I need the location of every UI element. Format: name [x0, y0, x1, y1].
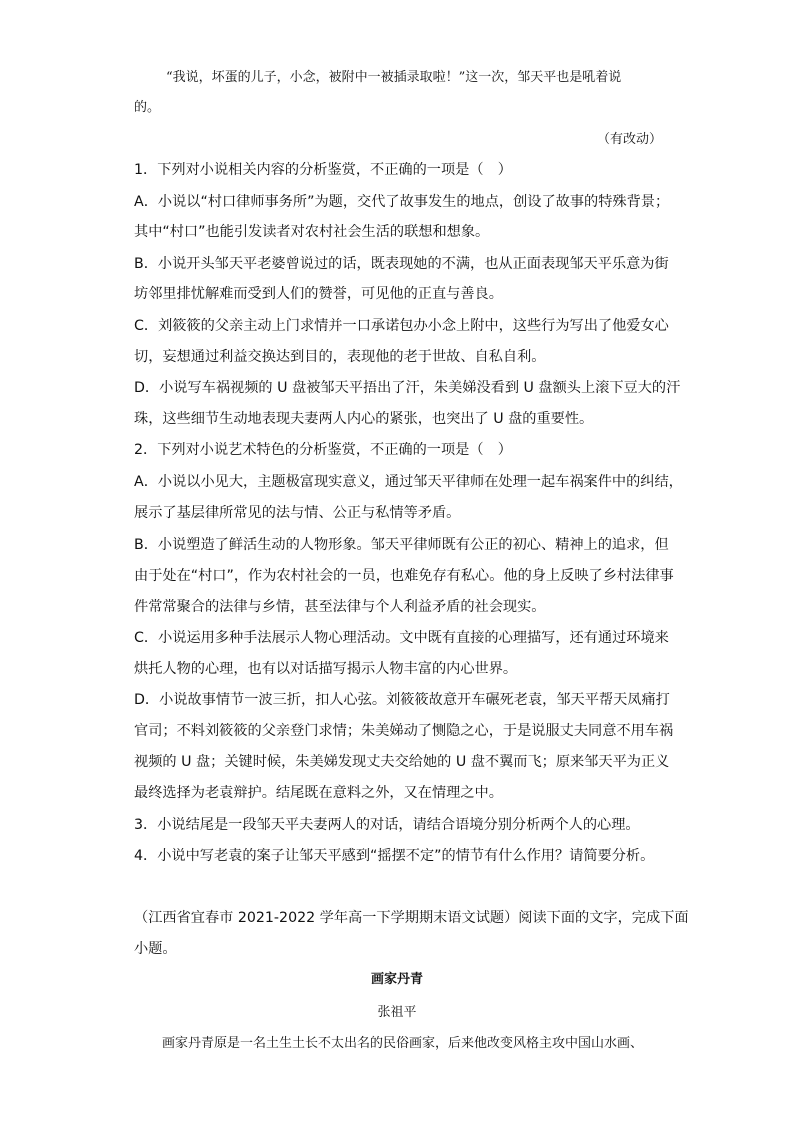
- question-2-option-c: C．小说运用多种手法展示人物心理活动。文中既有直接的心理描写，还有通过环境来: [134, 630, 669, 646]
- question-1-option-c-cont: 切，妄想通过利益交换达到目的，表现他的老于世故、自私自利。: [134, 349, 546, 365]
- question-1-option-b-cont: 坊邻里排忧解难而受到人们的赞誉，可见他的正直与善良。: [134, 286, 503, 302]
- section-intro: （江西省宜春市 2021-2022 学年高一下学期期末语文试题）阅读下面的文字，完成下面: [134, 910, 689, 926]
- question-1-option-d: D．小说写车祸视频的 U 盘被邹天平捂出了汗，朱美娣没看到 U 盘额头上滚下豆大的汗: [134, 380, 681, 396]
- article-body-line: 画家丹青原是一名土生土长不太出名的民俗画家，后来他改变风格主攻中国山水画、: [162, 1036, 644, 1051]
- question-1-option-a-cont: 其中“村口”也能引发读者对农村社会生活的联想和想象。: [134, 224, 490, 240]
- question-1-option-a: A．小说以“村口律师事务所”为题，交代了故事发生的地点，创设了故事的特殊背景；: [134, 194, 670, 210]
- question-2-option-b-cont: 件常常聚合的法律与乡情，甚至法律与个人利益矛盾的社会现实。: [134, 599, 546, 615]
- passage-paragraph-line: 的。: [134, 100, 161, 115]
- question-2-option-b-cont: 由于处在“村口”，作为农村社会的一员，也难免存有私心。他的身上反映了乡村法律事: [134, 568, 674, 584]
- question-2-option-a: A．小说以小见大，主题极富现实意义，通过邹天平律师在处理一起车祸案件中的纠结，: [134, 474, 683, 490]
- passage-paragraph-line: “我说，坏蛋的儿子，小念，被附中一被插录取啦！”这一次，邹天平也是吼着说: [166, 70, 622, 85]
- question-2-option-b: B．小说塑造了鲜活生动的人物形象。邹天平律师既有公正的初心、精神上的追求，但: [134, 537, 669, 553]
- article-author: 张祖平: [377, 1005, 417, 1020]
- question-2-option-c-cont: 烘托人物的心理，也有以对话描写揭示人物丰富的内心世界。: [134, 661, 518, 677]
- question-1-stem: 1．下列对小说相关内容的分析鉴赏，不正确的一项是（ ）: [134, 162, 512, 178]
- question-2-option-d: D．小说故事情节一波三折，扣人心弦。刘筱筱故意开车碾死老袁，邹天平帮天凤痛打: [134, 692, 670, 708]
- question-2-option-a-cont: 展示了基层律所常见的法与情、公正与私情等矛盾。: [134, 505, 461, 521]
- question-3-stem: 3．小说结尾是一段邹天平夫妻两人的对话，请结合语境分别分析两个人的心理。: [134, 817, 640, 833]
- question-2-option-d-cont: 最终选择为老袁辩护。结尾既在意料之外，又在情理之中。: [134, 785, 503, 801]
- article-title: 画家丹青: [370, 972, 423, 987]
- question-4-stem: 4．小说中写老袁的案子让邹天平感到“摇摆不定”的情节有什么作用？请简要分析。: [134, 848, 655, 864]
- question-1-option-b: B．小说开头邹天平老婆曾说过的话，既表现她的不满，也从正面表现邹天平乐意为街: [134, 256, 669, 272]
- section-intro-cont: 小题。: [134, 941, 177, 957]
- question-1-option-d-cont: 珠，这些细节生动地表现夫妻两人内心的紧张，也突出了 U 盘的重要性。: [134, 411, 594, 427]
- question-2-option-d-cont: 官司；不料刘筱筱的父亲登门求情；朱美娣动了恻隐之心，于是说服丈夫同意不用车祸: [134, 723, 674, 739]
- source-note: （有改动）: [596, 132, 662, 147]
- question-1-option-c: C．刘筱筱的父亲主动上门求情并一口承诺包办小念上附中，这些行为写出了他爱女心: [134, 318, 669, 334]
- question-2-stem: 2．下列对小说艺术特色的分析鉴赏，不正确的一项是（ ）: [134, 442, 512, 458]
- question-2-option-d-cont: 视频的 U 盘；关键时候，朱美娣发现丈夫交给她的 U 盘不翼而飞；原来邹天平为正义: [134, 754, 670, 770]
